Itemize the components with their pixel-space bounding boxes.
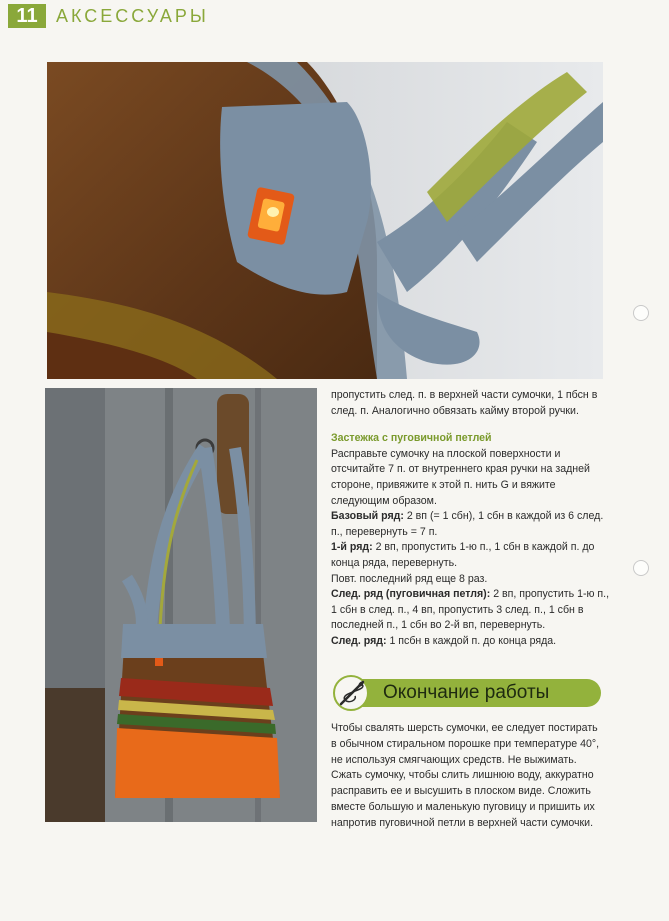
photo-bag-hanging-image [45,388,317,822]
row-1-text: 2 вп, пропустить 1-ю п., 1 сбн в каждой п. до конца ряда, перевернуть. [331,541,595,569]
next-row [331,634,611,650]
row-1-label: 1-й ряд: [331,541,373,554]
text-column [331,388,611,650]
buttonhole-row-label: След. ряд (пуговичная петля): [331,588,491,601]
page-header [0,0,669,36]
binder-hole [633,305,649,321]
next-row-text: 1 пcбн в каждой п. до конца ряда. [389,634,557,647]
clasp-heading: Застежка с пуговичной петлей [331,432,492,445]
finishing-text: Чтобы свалять шерсть сумочки, ее следует постирать в обычном стиральном порошке при температуре 40°, не используя смягчающих средств. Не выжимать. Сжать сумочку, чтобы слить лишнюю воду, аккуратно расправить ее и высушить в плоском виде. Сложить вместе большую и маленькую пуговицу и пришить их напротив пуговичной петли в верхней части сумочки. [331,722,600,829]
needle-thread-icon [331,674,375,712]
page-number: 11 [8,4,46,28]
photo-bag-closeup [47,62,603,379]
buttonhole-row-text: 2 вп, пропустить 1-ю п., 1 сбн в след. п., 4 вп, пропустить 3 след. п., 1 сбн в последней п., 1 сбн во 2-й вп, перевернуть. [331,588,610,632]
finishing-heading: Окончание работы [383,682,550,703]
base-row-label: Базовый ряд: [331,510,404,523]
section-title: АКСЕССУАРЫ [56,6,209,26]
repeat-text: Повт. последний ряд еще 8 раз. [331,572,488,585]
clasp-intro: Расправьте сумочку на плоской поверхности и отсчитайте 7 п. от внутреннего края ручки на задней стороне, привяжите к этой п. нить G и вяжите следующим образом. [331,447,590,507]
photo-bag-closeup-image [47,62,603,379]
row-1 [331,540,611,571]
finishing-banner [331,674,603,712]
next-row-label: След. ряд: [331,634,387,647]
buttonhole-row [331,587,611,634]
binder-hole [633,560,649,576]
photo-bag-hanging [45,388,317,822]
continuation-text: пропустить след. п. в верхней части сумочки, 1 пбсн в след. п. Аналогично обвязать кайму второй ручки. [331,389,598,417]
base-row-text: 2 вп (= 1 сбн), 1 сбн в каждой из 6 след. п., перевернуть = 7 п. [331,510,604,538]
base-row [331,509,611,540]
